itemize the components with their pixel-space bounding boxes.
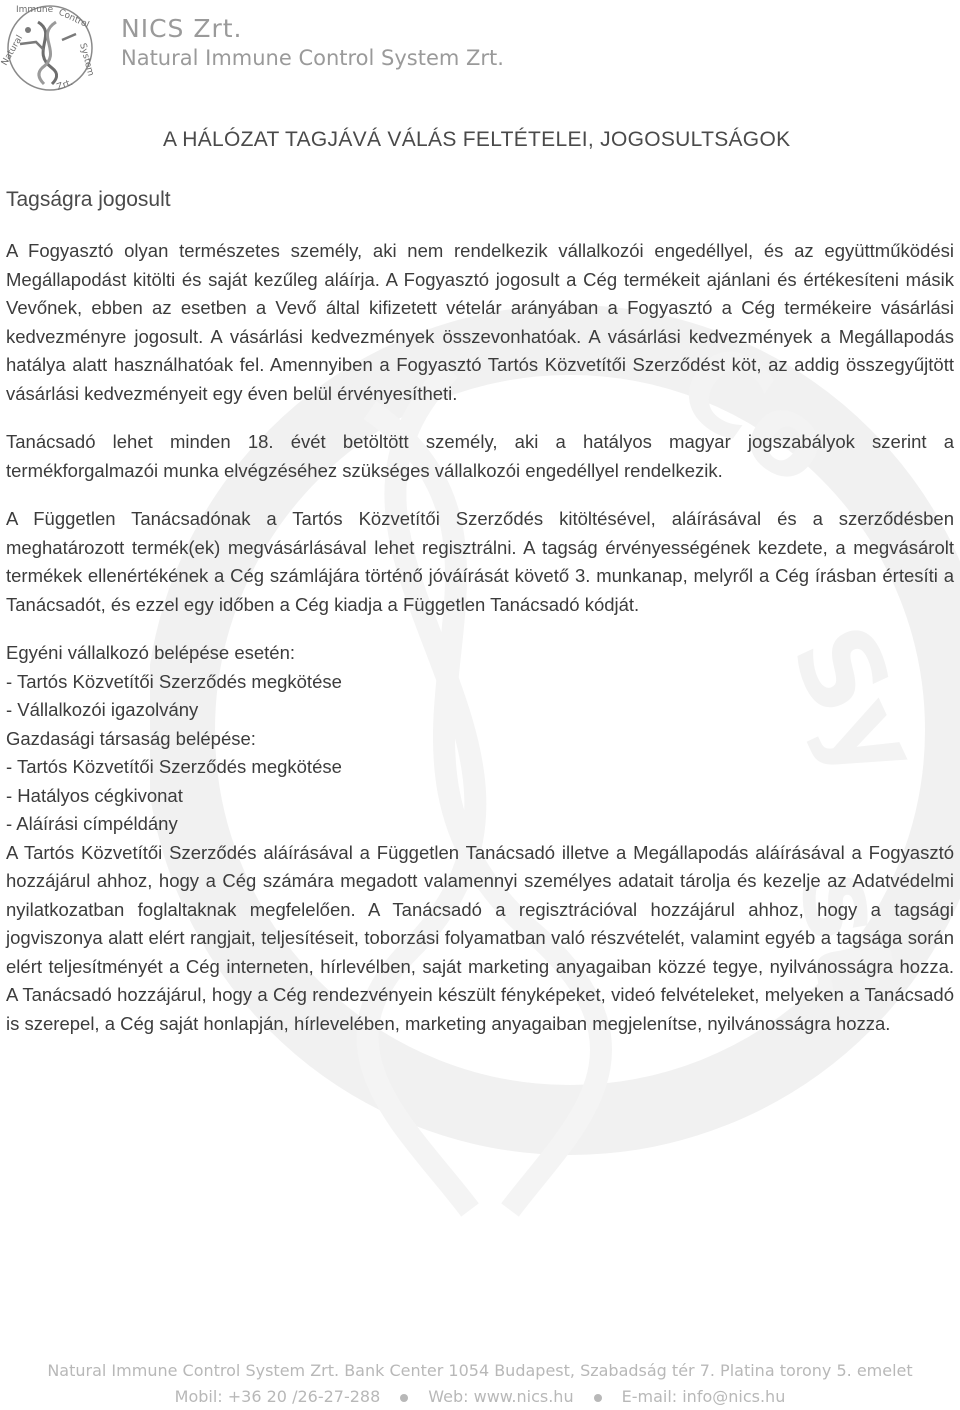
svg-text:Immune: Immune xyxy=(16,5,54,15)
footer-mobile: Mobil: +36 20 /26-27-288 xyxy=(174,1387,381,1406)
bullet-separator-icon xyxy=(400,1394,408,1402)
paragraph-registration: A Független Tanácsadónak a Tartós Közvetítői Szerződés kitöltésével, aláírásával és a szerződésben meghatározott termék(ek) megvásárlásával lehet regisztrálni. A tagság érvényességének kezdete, a megvásárolt termékek ellenértékének a Cég számlájára történő jóváírását követő 3. munkanap, melyről a Cég írásban értesíti a Tanácsadót, és ezzel egy időben a Cég kiadja a Független Tanácsadó kódját. xyxy=(6,508,954,615)
company-short-name: NICS Zrt. xyxy=(121,14,243,43)
paragraph-advisor: Tanácsadó lehet minden 18. évét betöltött személy, aki a hatályos magyar jogszabályok szerint a termékforgalmazói munka elvégzéséhez szükséges vállalkozói engedéllyel rendelkezik. xyxy=(6,431,954,481)
footer-email-link[interactable]: E-mail: info@nics.hu xyxy=(621,1387,786,1406)
svg-text:Zrt.: Zrt. xyxy=(55,77,75,93)
company-item: - Hatályos cégkivonat xyxy=(6,784,183,806)
company-item: - Tartós Közvetítői Szerződés megkötése xyxy=(6,756,342,777)
footer-address: Natural Immune Control System Zrt. Bank Center 1054 Budapest, Szabadság tér 7. Platina torony 5. emelet xyxy=(47,1361,913,1380)
svg-text:Control: Control xyxy=(56,7,91,31)
nics-logo xyxy=(0,0,100,100)
footer-web-link[interactable]: Web: www.nics.hu xyxy=(428,1387,574,1406)
svg-text:Natural: Natural xyxy=(0,33,26,68)
footer-contacts xyxy=(0,1384,960,1410)
company-heading: Gazdasági társaság belépése: xyxy=(6,727,256,749)
bullet-separator-icon xyxy=(594,1394,602,1402)
svg-text:st: st xyxy=(774,862,921,1001)
svg-text:System: System xyxy=(77,42,96,78)
document-body xyxy=(6,237,954,1038)
individual-heading: Egyéni vállalkozó belépése esetén: xyxy=(6,642,295,663)
company-item: - Aláírási címpéldány xyxy=(6,813,178,834)
page-title: A HÁLÓZAT TAGJÁVÁ VÁLÁS FELTÉTELEI, JOGOSULTSÁGOK xyxy=(163,128,791,151)
section-label: Tagságra jogosult xyxy=(6,188,171,211)
individual-item: - Tartós Közvetítői Szerződés megkötése xyxy=(6,670,342,692)
individual-item: - Vállalkozói igazolvány xyxy=(6,699,199,720)
company-header xyxy=(121,14,504,72)
paragraph-consumer: A Fogyasztó olyan természetes személy, aki nem rendelkezik vállalkozói engedéllyel, és az együttműködési Megállapodást kitölti és saját kezűleg aláírja. A Fogyasztó jogosult a Cég termékeit ajánlani és értékesíteni másik Vevőnek, ebben az esetben a Vevő által kifizetett vételár arányában a Fogyasztó a Cég termékeire vásárlási kedvezményre jogosult. A vásárlási kedvezmények összevonhatóak. A vásárlási kedvezmények a Megállapodás hatálya alatt használhatóak fel. Amennyiben a Fogyasztó Tartós Közvetítői Szerződést köt, az addig összegyűjtött vásárlási kedvezményeit egy éven belül érvényesítheti. xyxy=(6,240,954,404)
page-footer xyxy=(0,1358,960,1410)
svg-text:Co: Co xyxy=(655,316,857,511)
paragraph-data-consent: A Tartós Közvetítői Szerződés aláírásával a Független Tanácsadó illetve a Megállapodás aláírásával a Fogyasztó hozzájárul ahhoz, hogy a Cég számára megadott valamennyi személyes adatait tárolja és kezelje az Adatvédelmi nyilatkozatban foglaltaknak megfelelően. A Tanácsadó a regisztrációval hozzájárul ahhoz, hogy a tagsági jogviszonya alatt elért rangjait, teljesítéseit, toborzási folyamatban való részvételét, valamint egyéb a tagsága során elért teljesítményét a Cég interneten, hírlevélben, saját marketing anyagaiban közzé tegye, nyilvánosságra hozza. A Tanácsadó hozzájárul, hogy a Cég rendezvényein készült fényképeket, videó felvételeket, melyeken a Tanácsadó is szerepel, a Cég saját honlapján, hírlevelében, marketing anyagaiban megjelenítse, nyilvánosságra hozza. xyxy=(6,841,954,1034)
company-full-name: Natural Immune Control System Zrt. xyxy=(121,46,504,70)
svg-text:Sy: Sy xyxy=(766,606,947,798)
